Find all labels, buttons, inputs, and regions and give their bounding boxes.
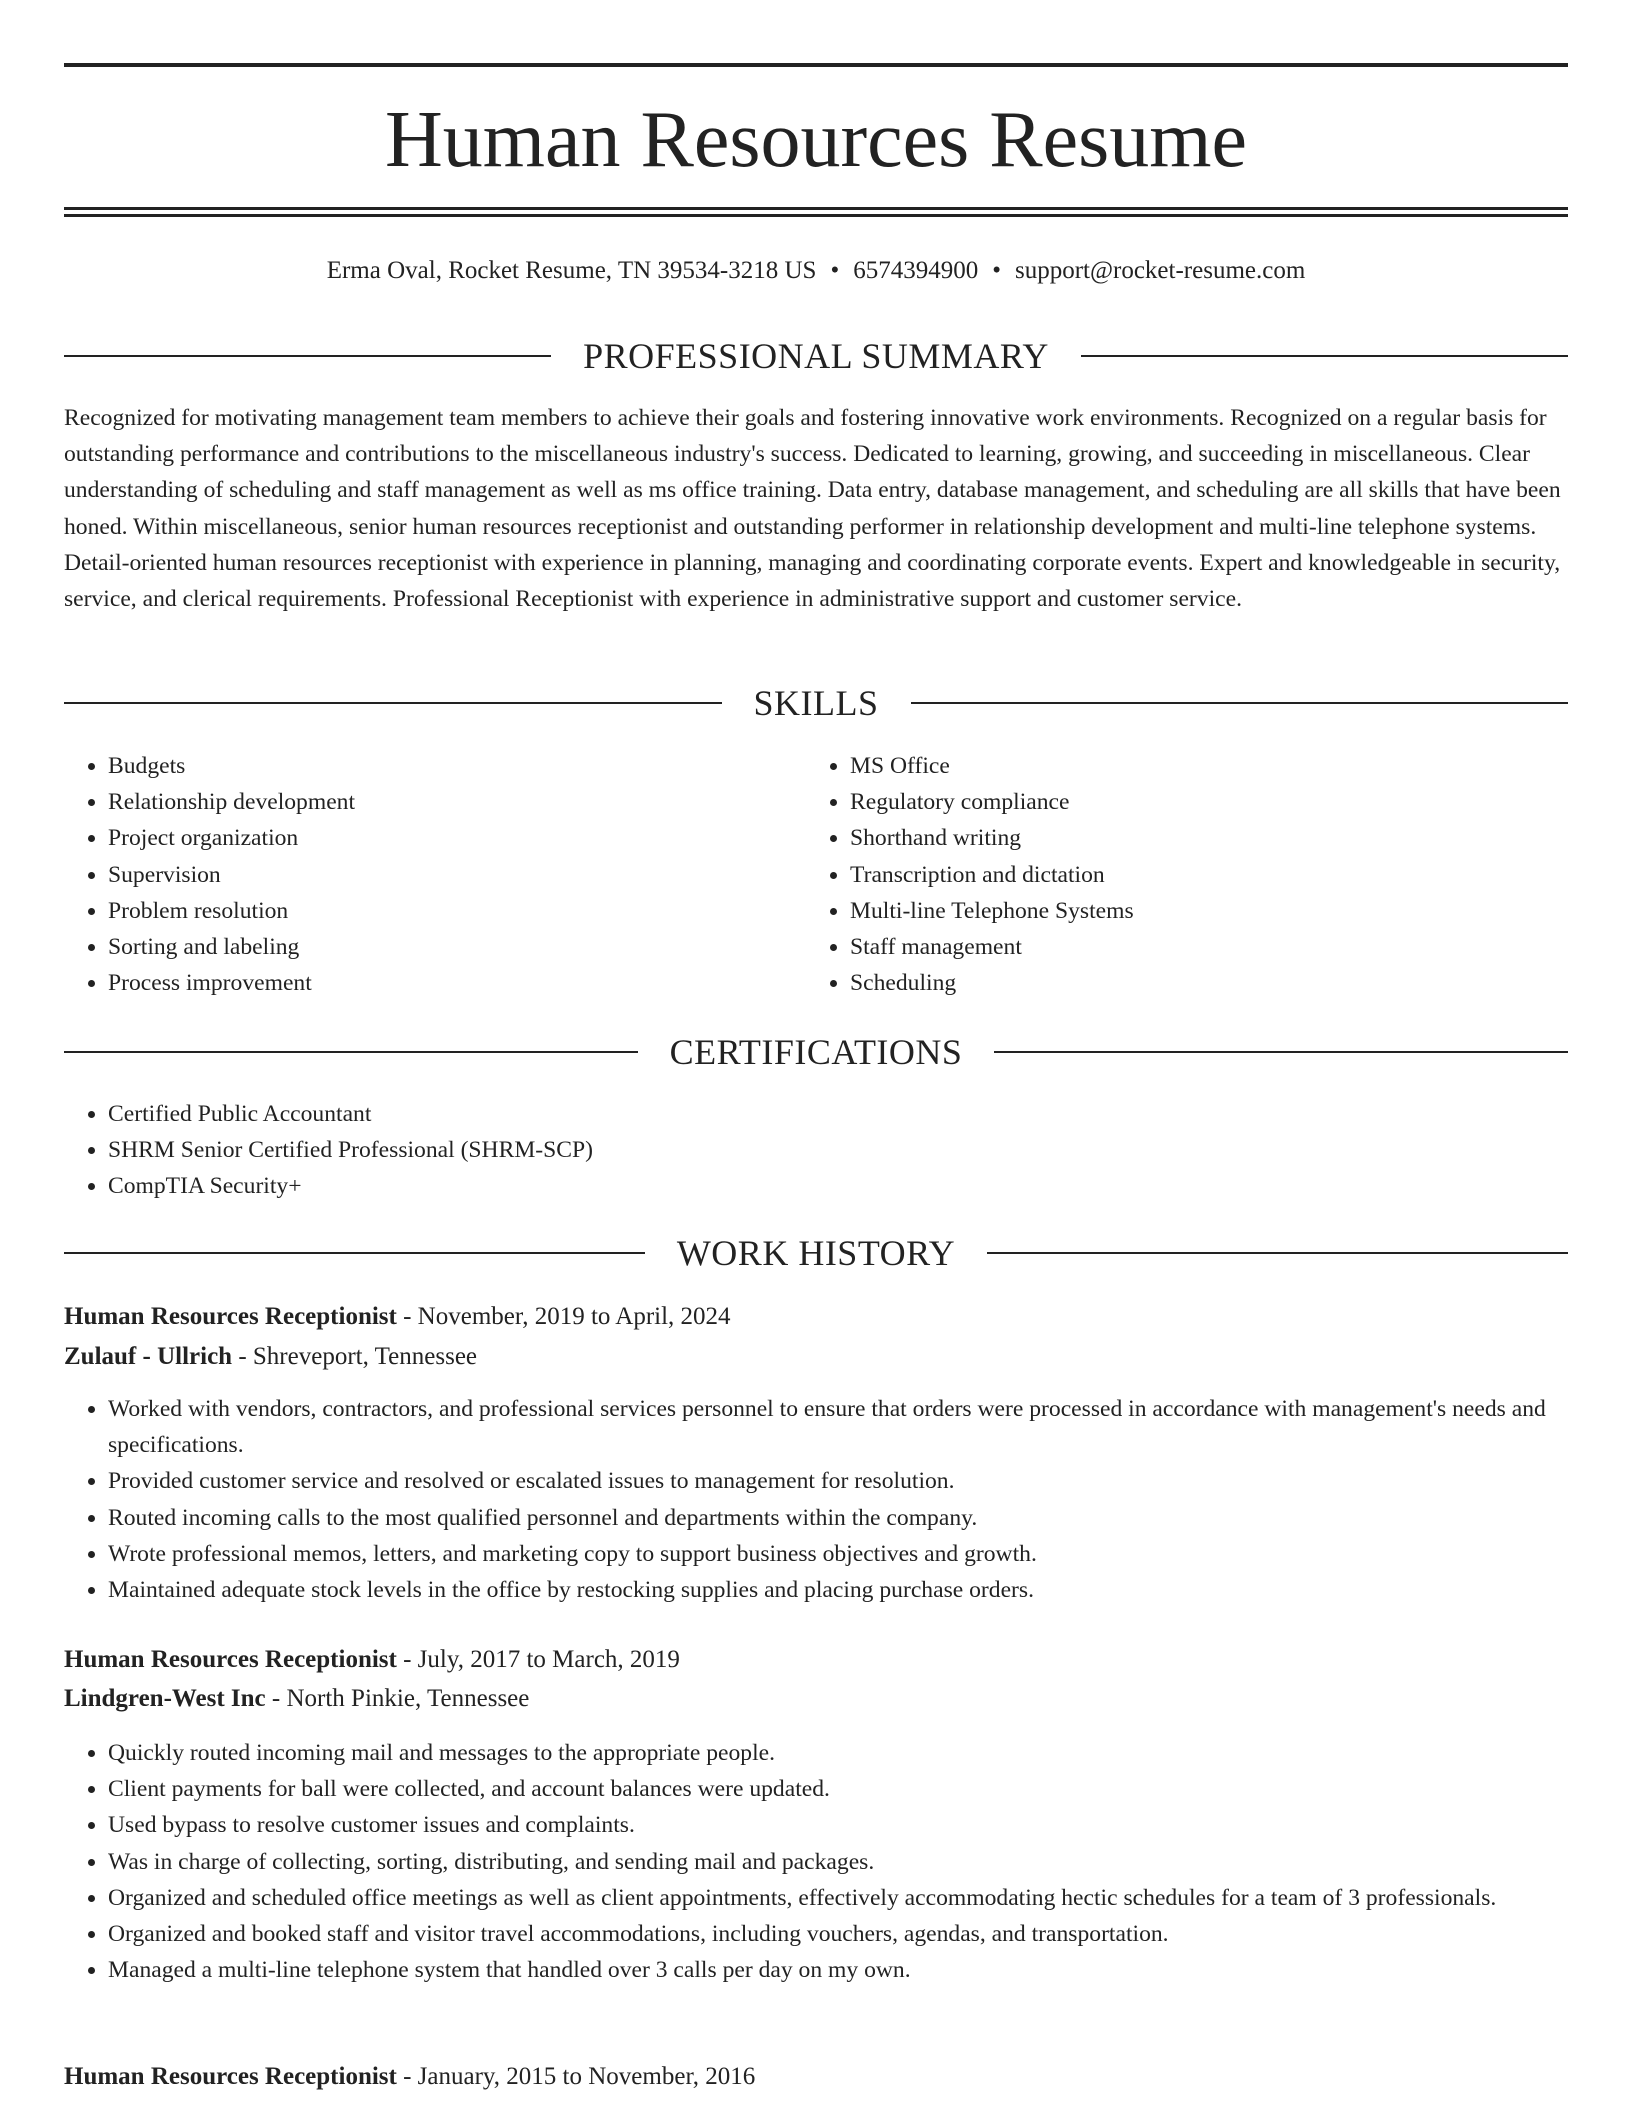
summary-section-header [64, 334, 1568, 378]
job-title: Human Resources Receptionist [64, 1646, 397, 1673]
job-company-line [64, 1681, 1568, 1717]
job-bullet: • Wrote professional memos, letters, and marketing copy to support business objectives and growth. [108, 1536, 1568, 1572]
job-bullet: • Routed incoming calls to the most qualified personnel and departments within the company. [108, 1500, 1568, 1536]
skill-item: • Multi-line Telephone Systems [850, 893, 1548, 929]
skill-item: • Staff management [850, 929, 1548, 965]
job-bullet: • Worked with vendors, contractors, and professional services personnel to ensure that orders were processed in accordance with management's needs and specifications. [108, 1391, 1568, 1463]
job-bullet: • Client payments for ball were collected, and account balances were updated. [108, 1771, 1568, 1807]
document-title: Human Resources Resume [384, 96, 1248, 184]
skill-item: • Project organization [108, 820, 806, 856]
section-rule-right [1081, 355, 1568, 357]
job-title-line [64, 1642, 1568, 1678]
job-title: Human Resources Receptionist [64, 2063, 397, 2090]
job-company: Zulauf - Ullrich [64, 1343, 233, 1370]
job-bullet: • Was in charge of collecting, sorting, distributing, and sending mail and packages. [108, 1844, 1568, 1880]
job-bullets [64, 1391, 1568, 1608]
certifications-heading: CERTIFICATIONS [669, 1032, 963, 1072]
work-history-section-header [64, 1231, 1568, 1275]
job-bullets-wrap [64, 1391, 1568, 1608]
job-bullet: • Quickly routed incoming mail and messages to the appropriate people. [108, 1735, 1568, 1771]
skill-item: • Relationship development [108, 784, 806, 820]
section-rule-left [64, 355, 551, 357]
skill-item: • Transcription and dictation [850, 857, 1548, 893]
skill-item: • Regulatory compliance [850, 784, 1548, 820]
job-bullet: • Organized and booked staff and visitor travel accommodations, including vouchers, agendas, and transportation. [108, 1916, 1568, 1952]
job-bullets-wrap [64, 1735, 1568, 1988]
job-company: Lindgren-West Inc [64, 1685, 266, 1712]
job-title-line [64, 2059, 1568, 2095]
section-rule-right [994, 1051, 1568, 1053]
contact-separator: • [830, 257, 840, 284]
job-bullet: • Used bypass to resolve customer issues and complaints. [108, 1807, 1568, 1843]
contact-email: support@rocket-resume.com [1014, 257, 1306, 284]
skill-item: • Budgets [108, 748, 806, 784]
certification-item: • Certified Public Accountant [108, 1096, 1568, 1132]
job-bullet: • Provided customer service and resolved or escalated issues to management for resolution. [108, 1463, 1568, 1499]
contact-phone: 6574394900 [853, 257, 979, 284]
summary-text: Recognized for motivating management team members to achieve their goals and fostering innovative work environments. Recognized on a regular basis for outstanding performance and contributions to the miscellaneous industry's success. Dedicated to learning, growing, and succeeding in miscellaneous. Clear understanding of scheduling and staff management as well as ms office training. Data entry, database management, and scheduling are all skills that have been honed. Within miscellaneous, senior human resources receptionist and outstanding performer in relationship development and multi-line telephone systems. Detail-oriented human resources receptionist with experience in planning, managing and coordinating corporate events. Expert and knowledgeable in security, service, and clerical requirements. Professional Receptionist with experience in administrative support and customer service. [64, 405, 1561, 613]
certifications-section-header [64, 1030, 1568, 1074]
job-dates: - January, 2015 to November, 2016 [403, 2063, 756, 2090]
contact-address: Erma Oval, Rocket Resume, TN 39534-3218 US [326, 257, 817, 284]
skills-columns [64, 748, 1568, 1001]
skill-item: • Supervision [108, 857, 806, 893]
section-rule-left [64, 1252, 645, 1254]
skill-item: • Scheduling [850, 965, 1548, 1001]
skills-heading: SKILLS [753, 683, 879, 723]
summary-heading: PROFESSIONAL SUMMARY [583, 336, 1049, 376]
skill-item: • Process improvement [108, 965, 806, 1001]
skills-column-left [64, 748, 806, 1001]
job-dates: - July, 2017 to March, 2019 [403, 1646, 680, 1673]
job-location: - Shreveport, Tennessee [238, 1343, 478, 1370]
skill-item: • Shorthand writing [850, 820, 1548, 856]
skills-list-right [806, 748, 1548, 1001]
certifications-list [64, 1096, 1568, 1205]
job-title: Human Resources Receptionist [64, 1303, 397, 1330]
certification-item: • CompTIA Security+ [108, 1168, 1568, 1204]
job-dates: - November, 2019 to April, 2024 [403, 1303, 731, 1330]
skills-section-header [64, 681, 1568, 725]
top-rule [64, 63, 1568, 67]
section-rule-right [987, 1252, 1568, 1254]
job-company-line [64, 1339, 1568, 1375]
skills-column-right [806, 748, 1548, 1001]
section-rule-right [911, 702, 1569, 704]
contact-separator: • [992, 257, 1001, 284]
work-history-heading: WORK HISTORY [676, 1233, 956, 1273]
job-bullet: • Maintained adequate stock levels in the office by restocking supplies and placing purchase orders. [108, 1572, 1568, 1608]
job-title-line [64, 1299, 1568, 1335]
section-rule-left [64, 702, 722, 704]
skill-item: • Problem resolution [108, 893, 806, 929]
contact-line [64, 254, 1568, 288]
skill-item: • MS Office [850, 748, 1548, 784]
title-double-rule [64, 207, 1568, 217]
section-rule-left [64, 1051, 638, 1053]
job-location: - North Pinkie, Tennessee [271, 1685, 530, 1712]
certification-item: • SHRM Senior Certified Professional (SHRM-SCP) [108, 1132, 1568, 1168]
job-bullet: • Organized and scheduled office meetings as well as client appointments, effectively accommodating hectic schedules for a team of 3 professionals. [108, 1880, 1568, 1916]
skills-list-left [64, 748, 806, 1001]
certifications-list-wrap [64, 1096, 1568, 1205]
skill-item: • Sorting and labeling [108, 929, 806, 965]
job-bullets [64, 1735, 1568, 1988]
job-bullet: • Managed a multi-line telephone system that handled over 3 calls per day on my own. [108, 1952, 1568, 1988]
